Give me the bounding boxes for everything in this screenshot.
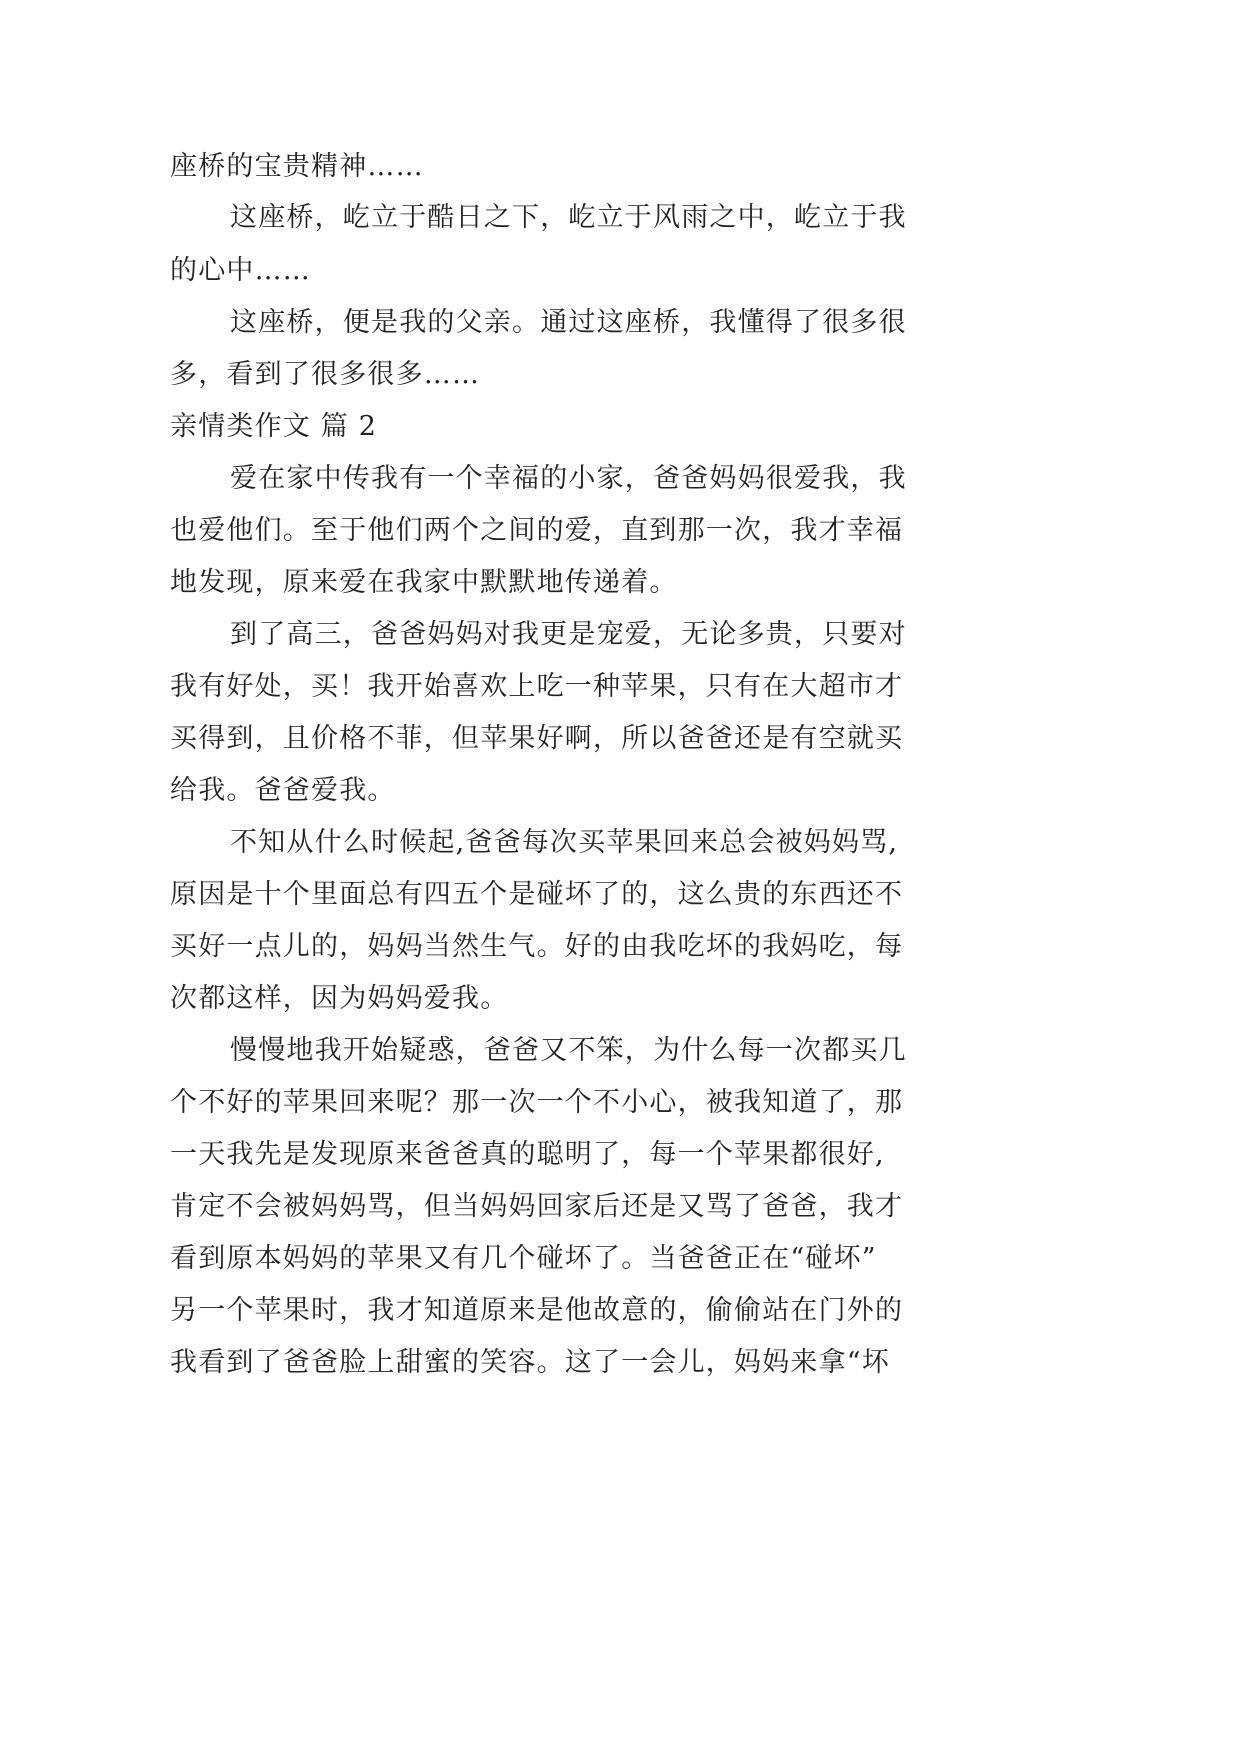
text-line: 给我。爸爸爱我。 bbox=[170, 775, 396, 806]
paragraph-first-line: 不知从什么时候起,爸爸每次买苹果回来总会被妈妈骂, bbox=[230, 827, 899, 858]
text-line: 原因是十个里面总有四五个是碰坏了的，这么贵的东西还不 bbox=[170, 879, 904, 910]
paragraph-first-line: 慢慢地我开始疑惑，爸爸又不笨，为什么每一次都买几 bbox=[230, 1035, 907, 1066]
paragraph-first-line: 爱在家中传我有一个幸福的小家，爸爸妈妈很爱我，我 bbox=[230, 463, 907, 494]
text-line: 的心中…… bbox=[170, 255, 311, 286]
section-heading: 亲情类作文 篇 2 bbox=[170, 411, 378, 442]
text-line: 买得到，且价格不菲，但苹果好啊，所以爸爸还是有空就买 bbox=[170, 723, 904, 754]
text-line: 次都这样，因为妈妈爱我。 bbox=[170, 983, 509, 1014]
text-line: 多，看到了很多很多…… bbox=[170, 359, 481, 390]
text-line: 一天我先是发现原来爸爸真的聪明了，每一个苹果都很好, bbox=[170, 1139, 885, 1170]
paragraph-first-line: 到了高三，爸爸妈妈对我更是宠爱，无论多贵，只要对 bbox=[230, 619, 907, 650]
text-line: 个不好的苹果回来呢？那一次一个不小心，被我知道了，那 bbox=[170, 1087, 904, 1118]
text-line: 买好一点儿的，妈妈当然生气。好的由我吃坏的我妈吃，每 bbox=[170, 931, 904, 962]
text-line: 我看到了爸爸脸上甜蜜的笑容。这了一会儿，妈妈来拿“坏 bbox=[170, 1347, 891, 1378]
paragraph-first-line: 这座桥，屹立于酷日之下，屹立于风雨之中，屹立于我 bbox=[230, 202, 907, 233]
text-line: 座桥的宝贵精神…… bbox=[170, 151, 424, 182]
text-line: 肯定不会被妈妈骂，但当妈妈回家后还是又骂了爸爸，我才 bbox=[170, 1191, 904, 1222]
text-line: 我有好处，买！我开始喜欢上吃一种苹果，只有在大超市才 bbox=[170, 671, 904, 702]
text-line: 另一个苹果时，我才知道原来是他故意的，偷偷站在门外的 bbox=[170, 1295, 904, 1326]
text-line: 也爱他们。至于他们两个之间的爱，直到那一次，我才幸福 bbox=[170, 515, 904, 546]
text-line: 地发现，原来爱在我家中默默地传递着。 bbox=[170, 567, 678, 598]
text-line: 看到原本妈妈的苹果又有几个碰坏了。当爸爸正在“碰坏” bbox=[170, 1243, 877, 1274]
paragraph-first-line: 这座桥，便是我的父亲。通过这座桥，我懂得了很多很 bbox=[230, 307, 907, 338]
